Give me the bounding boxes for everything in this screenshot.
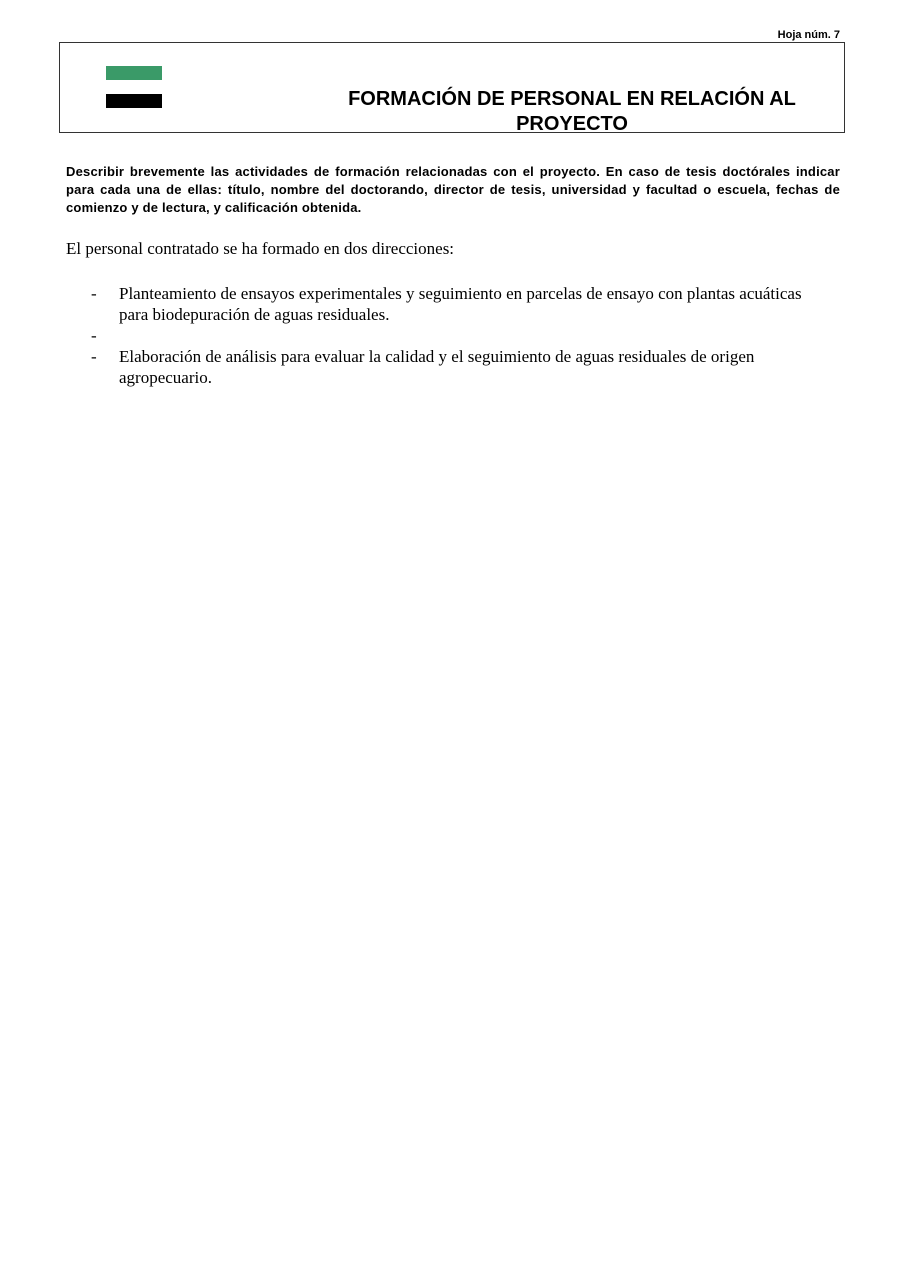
intro-paragraph: El personal contratado se ha formado en dos direcciones: [66,239,455,258]
list-bullet: - [91,284,97,303]
flag-green-stripe-icon [106,66,162,80]
list-bullet: - [91,326,97,345]
list-bullet: - [91,347,97,366]
header-box [59,42,845,133]
activity-list [66,283,826,388]
instructions: Describir brevemente las actividades de formación relacionadas con el proyecto. En caso de tesis doctórales indicar para cada una de ellas: título, nombre del doctorando, director de tesis, universidad y facultad o escuela, fechas de comienzo y de lectura, y calificación obtenida. [66,164,840,215]
list-item [66,346,826,388]
sheet-number: Hoja núm. 7 [777,29,840,41]
flag-black-stripe-icon [106,94,162,108]
list-item [66,283,826,325]
list-item [66,325,826,346]
page-title: FORMACIÓN DE PERSONAL EN RELACIÓN AL PROYECTO [348,88,796,135]
list-item-text: Planteamiento de ensayos experimentales y seguimiento en parcelas de ensayo con plantas acuáticas para biodepuración de aguas residuales. [119,284,802,324]
list-item-text: Elaboración de análisis para evaluar la calidad y el seguimiento de aguas residuales de origen agropecuario. [119,347,755,387]
